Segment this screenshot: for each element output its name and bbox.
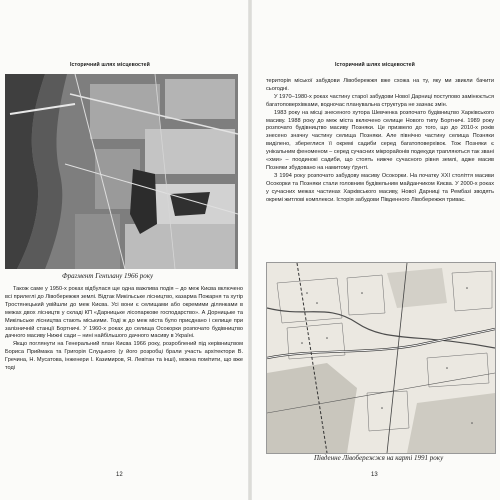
page-number: 13 — [371, 472, 378, 478]
topographic-map — [266, 262, 496, 454]
paragraph: У 1970–1980-х роках частину старої забудови Нової Дарниці поступово замінюється багатоповерхівками, водночас планувальна структура не зазнає змін. — [266, 93, 494, 108]
paragraph: територія міської забудови Лівобережжя вже схожа на ту, яку ми звикли бачити сьогодні. — [266, 78, 494, 92]
running-head: Історичний шлях місцевостей — [335, 62, 415, 68]
body-text — [266, 78, 494, 205]
map-caption: Південне Лівобережжя на карті 1991 року — [314, 454, 444, 462]
body-text — [5, 286, 243, 373]
left-page — [0, 0, 248, 500]
page-number: 12 — [116, 472, 123, 478]
running-head: Історичний шлях місцевостей — [70, 62, 150, 68]
paragraph: Також саме у 1950-х роках відбулася ще одна важлива подія – до меж Києва включено всі прилеглі до Лівобережжя землі. Відтак Микільське лісництво, казарма Пожарня та хутір Тростянецький увійшли до меж Києва. Усі вони є селищами або окремими ділянками в межах двох лісництв у складі КП «Дарницьке лісопаркове господарство». А Дорницьке та Микільське лісництва стають міськими. Тоді ж до меж міста було приєднано і селище при залізничній станції Бортничі. У 1960-х роках до селища Осокорки розпочато будівництво дачного масиву Нижні сади – нині найбільшого дачного масиву в Україні. — [5, 286, 243, 340]
right-page — [252, 0, 500, 500]
aerial-photo — [5, 74, 238, 269]
photo-caption: Фрагмент Генплану 1966 року — [62, 272, 154, 280]
paragraph: 1983 року на місці знесеного хутора Шевченка розпочато будівництво Харківського масиву. 1988 року до меж міста включено селище Нового типу Бортничі. 1989 року розпочато будівництво масиву Позняки. Це призвело до того, що до 2010-х років знесено значну частину селища Позняки. Але північно частину селища Позняки виділено, збереглися її окремі садиби серед багатоповерхівок. Тож Позняки є унікальним феноменом – серед сучасних мікрорайонів подекуди трапляються так звані «хми» – поодинокі садиби, що стоять нижче сучасного рівня землі, адже масив Позняки збудовано на намитому ґрунті. — [266, 109, 494, 171]
paragraph: Якщо поглянути на Генеральний план Києва 1966 року, розроблений під керівництвом Бориса Приймака та Григорія Слуцького (у його розробці брали участь архітектори В. Гречина, Н. Мусатова, інженери І. Казимиров, Я. Левітан та інші), можна помітити, що вже тоді — [5, 341, 243, 372]
paragraph: З 1994 року розпочато забудову масиву Осокорки. На початку XXI століття масиви Осокорки та Позняки стали головним будівельним майданчиком Києва. У 2000-х роках у сучасних межах частинах Харківського масиву, Нової Дарниці та Рембазі зводять окремі житлові комплекси. Історія забудови Південного Лівобережжя триває. — [266, 172, 494, 203]
